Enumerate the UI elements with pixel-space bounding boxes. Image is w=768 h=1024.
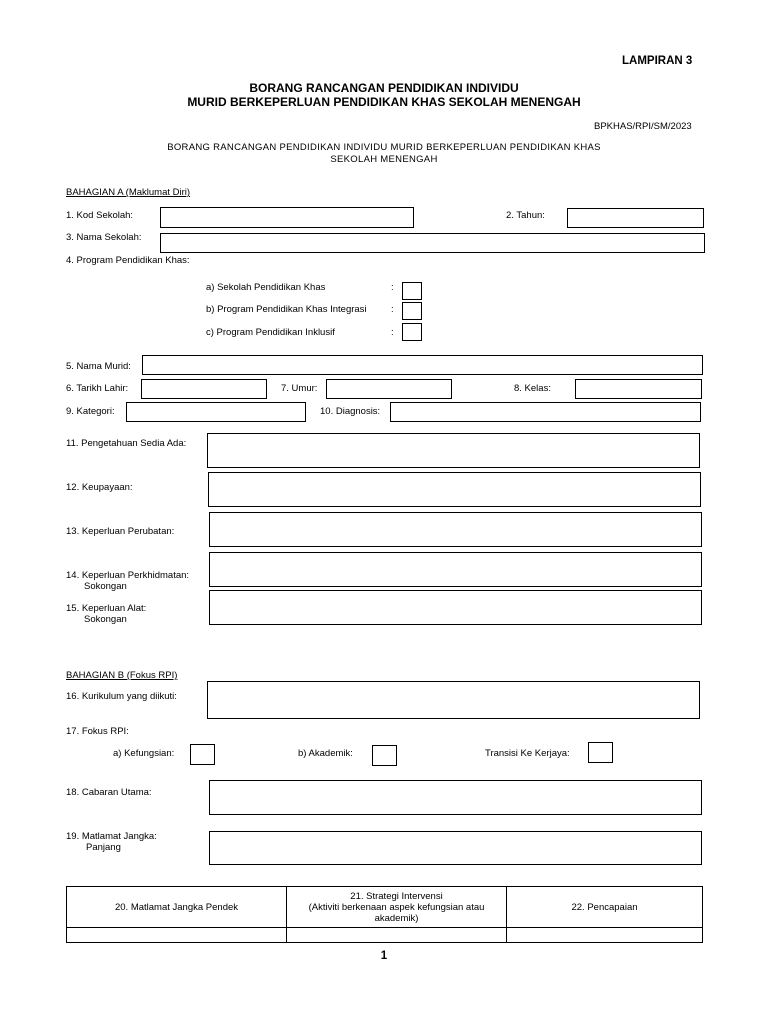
alat-field[interactable] <box>209 590 702 625</box>
akademik-checkbox[interactable] <box>372 745 397 766</box>
table-header-strategi: 21. Strategi Intervensi (Aktiviti berkenaan aspek kefungsian atau akademik) <box>287 887 507 928</box>
kategori-label: 9. Kategori: <box>66 406 115 417</box>
program-option-c-checkbox[interactable] <box>402 323 422 341</box>
nama-murid-label: 5. Nama Murid: <box>66 361 131 372</box>
perkhidmatan-field[interactable] <box>209 552 702 587</box>
tarikh-lahir-label: 6. Tarikh Lahir: <box>66 383 129 394</box>
akademik-label: b) Akademik: <box>298 748 353 759</box>
program-option-a-colon: : <box>391 282 394 293</box>
kurikulum-field[interactable] <box>207 681 700 719</box>
tarikh-lahir-field[interactable] <box>141 379 267 399</box>
perubatan-field[interactable] <box>209 512 702 547</box>
tahun-label: 2. Tahun: <box>506 210 545 221</box>
kod-sekolah-label: 1. Kod Sekolah: <box>66 210 134 221</box>
alat-label-line2: Sokongan <box>84 614 127 625</box>
diagnosis-label: 10. Diagnosis: <box>320 406 381 417</box>
transisi-label: Transisi Ke Kerjaya: <box>485 748 570 759</box>
perubatan-label: 13. Keperluan Perubatan: <box>66 526 175 537</box>
form-title-line2: MURID BERKEPERLUAN PENDIDIKAN KHAS SEKOLAH MENENGAH <box>187 95 581 109</box>
reference-code: BPKHAS/RPI/SM/2023 <box>594 121 692 132</box>
perkhidmatan-label-line2: Sokongan <box>84 581 127 592</box>
cabaran-label: 18. Cabaran Utama: <box>66 787 152 798</box>
kelas-label: 8. Kelas: <box>514 383 551 394</box>
lampiran-label: LAMPIRAN 3 <box>622 55 693 67</box>
form-subtitle-line2: SEKOLAH MENENGAH <box>330 154 438 165</box>
kelas-field[interactable] <box>575 379 702 399</box>
nama-murid-field[interactable] <box>142 355 703 375</box>
table-cell-matlamat[interactable] <box>67 928 287 943</box>
table-cell-strategi[interactable] <box>287 928 507 943</box>
form-subtitle-line1: BORANG RANCANGAN PENDIDIKAN INDIVIDU MURID BERKEPERLUAN PENDIDIKAN KHAS <box>167 142 601 153</box>
tahun-field[interactable] <box>567 208 704 228</box>
transisi-checkbox[interactable] <box>588 742 613 763</box>
umur-label: 7. Umur: <box>281 383 318 394</box>
umur-field[interactable] <box>326 379 452 399</box>
matlamat-label: 19. Matlamat Jangka: <box>66 831 157 842</box>
perkhidmatan-label: 14. Keperluan Perkhidmatan: <box>66 570 190 581</box>
table-header-pencapaian: 22. Pencapaian <box>507 887 703 928</box>
fokus-label: 17. Fokus RPI: <box>66 726 129 737</box>
program-option-c-colon: : <box>391 327 394 338</box>
kod-sekolah-field[interactable] <box>160 207 414 228</box>
keupayaan-field[interactable] <box>208 472 701 507</box>
program-option-a-checkbox[interactable] <box>402 282 422 300</box>
program-label: 4. Program Pendidikan Khas: <box>66 255 190 266</box>
kategori-field[interactable] <box>126 402 306 422</box>
program-option-a-label: a) Sekolah Pendidikan Khas <box>206 282 326 293</box>
section-b-title: BAHAGIAN B (Fokus RPI) <box>66 670 178 681</box>
table-cell-pencapaian[interactable] <box>507 928 703 943</box>
matlamat-label-line2: Panjang <box>86 842 121 853</box>
table-header-matlamat: 20. Matlamat Jangka Pendek <box>67 887 287 928</box>
pengetahuan-label: 11. Pengetahuan Sedia Ada: <box>66 438 187 449</box>
program-option-b-label: b) Program Pendidikan Khas Integrasi <box>206 304 367 315</box>
cabaran-field[interactable] <box>209 780 702 815</box>
form-title-line1: BORANG RANCANGAN PENDIDIKAN INDIVIDU <box>249 81 519 95</box>
program-option-b-colon: : <box>391 304 394 315</box>
kefungsian-checkbox[interactable] <box>190 744 215 765</box>
page-number: 1 <box>380 950 388 962</box>
nama-sekolah-field[interactable] <box>160 233 705 253</box>
pengetahuan-field[interactable] <box>207 433 700 468</box>
keupayaan-label: 12. Keupayaan: <box>66 482 133 493</box>
matlamat-field[interactable] <box>209 831 702 865</box>
program-option-b-checkbox[interactable] <box>402 302 422 320</box>
goals-table <box>66 886 703 943</box>
alat-label: 15. Keperluan Alat: <box>66 603 147 614</box>
diagnosis-field[interactable] <box>390 402 701 422</box>
section-a-title: BAHAGIAN A (Maklumat Diri) <box>66 187 191 198</box>
kefungsian-label: a) Kefungsian: <box>113 748 175 759</box>
program-option-c-label: c) Program Pendidikan Inklusif <box>206 327 335 338</box>
nama-sekolah-label: 3. Nama Sekolah: <box>66 232 142 243</box>
kurikulum-label: 16. Kurikulum yang diikuti: <box>66 691 177 702</box>
